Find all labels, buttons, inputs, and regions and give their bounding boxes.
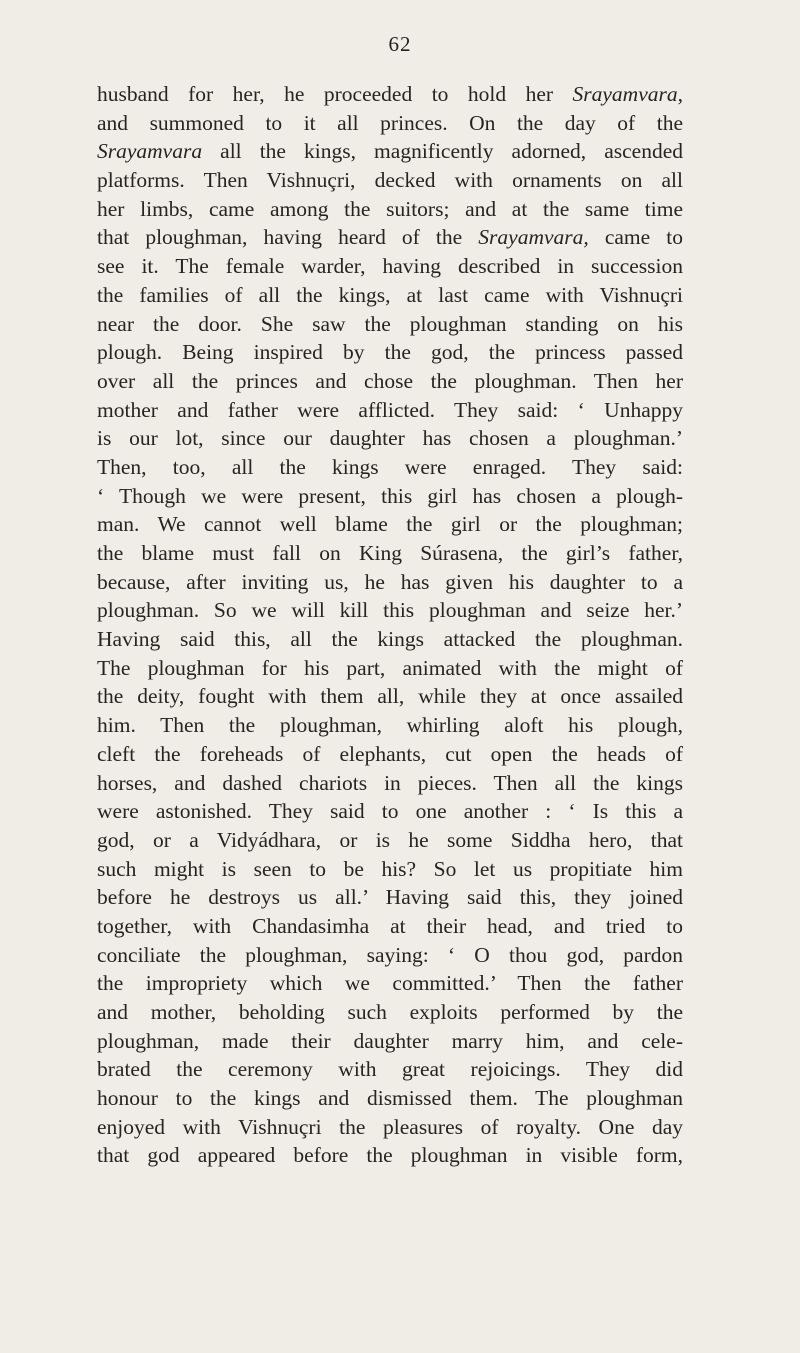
body-text [97, 80, 683, 1170]
text-line [97, 568, 683, 597]
text-line [97, 912, 683, 941]
text-segment: together, with Chandasimha at their head, and tried to [97, 913, 683, 938]
text-line [97, 596, 683, 625]
text-segment: enjoyed with Vishnuçri the pleasures of royalty. One day [97, 1114, 683, 1139]
text-segment: came to [588, 225, 684, 250]
text-line [97, 1084, 683, 1113]
text-segment: brated the ceremony with great rejoicings. They did [97, 1057, 683, 1082]
italic-term: Srayamvara [97, 139, 203, 164]
text-segment: see it. The female warder, having described in succession [97, 254, 683, 279]
text-segment: is our lot, since our daughter has chosen a ploughman.’ [97, 426, 683, 451]
text-line [97, 482, 683, 511]
page-number: 62 [388, 32, 412, 56]
text-line [97, 1141, 683, 1170]
text-segment: that god appeared before the ploughman in visible form, [97, 1143, 683, 1168]
text-line [97, 769, 683, 798]
text-segment: the deity, fought with them all, while they at once assailed [97, 684, 683, 709]
text-line [97, 998, 683, 1027]
text-line [97, 855, 683, 884]
text-segment: god, or a Vidyádhara, or is he some Siddha hero, that [97, 827, 683, 852]
text-line [97, 941, 683, 970]
text-segment: husband for her, he proceeded to hold her [97, 82, 573, 106]
text-segment: ploughman, made their daughter marry him, and cele- [97, 1028, 683, 1053]
text-line [97, 969, 683, 998]
text-segment: because, after inviting us, he has given his daughter to a [97, 569, 683, 594]
text-segment: the blame must fall on King Súrasena, the girl’s father, [97, 541, 683, 565]
text-line [97, 1055, 683, 1084]
text-line [97, 310, 683, 339]
text-segment: platforms. Then Vishnuçri, decked with ornaments on all [97, 168, 683, 193]
text-line [97, 1113, 683, 1142]
text-segment: Having said this, all the kings attacked the ploughman. [97, 627, 683, 652]
text-line [97, 396, 683, 425]
text-line [97, 510, 683, 539]
text-segment: man. We cannot well blame the girl or the ploughman; [97, 512, 683, 537]
text-segment: him. Then the ploughman, whirling aloft his plough, [97, 713, 683, 738]
text-segment: near the door. She saw the ploughman standing on his [97, 311, 683, 336]
text-line [97, 883, 683, 912]
italic-term: Srayamvara, [572, 82, 683, 106]
text-line [97, 826, 683, 855]
text-segment: conciliate the ploughman, saying: ‘ O thou god, pardon [97, 942, 683, 967]
text-line [97, 625, 683, 654]
text-segment: ploughman. So we will kill this ploughman and seize her.’ [97, 598, 683, 623]
text-segment: the families of all the kings, at last came with Vishnuçri [97, 282, 683, 307]
text-segment: and mother, beholding such exploits performed by the [97, 1000, 683, 1024]
text-segment: over all the princes and chose the ploughman. Then her [97, 368, 683, 393]
text-line [97, 711, 683, 740]
text-segment: her limbs, came among the suitors; and at the same time [97, 196, 683, 221]
text-line [97, 654, 683, 683]
text-segment: ‘ Though we were present, this girl has chosen a plough- [97, 483, 683, 508]
text-line [97, 682, 683, 711]
text-line [97, 797, 683, 826]
text-segment: before he destroys us all.’ Having said this, they joined [97, 885, 683, 910]
text-segment: horses, and dashed chariots in pieces. Then all the kings [97, 770, 683, 795]
text-line [97, 252, 683, 281]
text-line [97, 338, 683, 367]
text-segment: all the kings, magnificently adorned, ascended [202, 139, 683, 164]
text-segment: plough. Being inspired by the god, the princess passed [97, 340, 683, 365]
text-segment: cleft the foreheads of elephants, cut open the heads of [97, 741, 683, 766]
text-line [97, 1027, 683, 1056]
text-segment: that ploughman, having heard of the [97, 225, 479, 250]
text-line [97, 109, 683, 138]
text-line [97, 166, 683, 195]
text-line [97, 137, 683, 166]
text-segment: mother and father were afflicted. They said: ‘ Unhappy [97, 397, 683, 422]
text-line [97, 80, 683, 109]
text-line [97, 539, 683, 568]
text-line [97, 367, 683, 396]
text-line [97, 424, 683, 453]
text-segment: Then, too, all the kings were enraged. They said: [97, 454, 683, 479]
text-line [97, 740, 683, 769]
text-segment: and summoned to it all princes. On the day of the [97, 110, 683, 135]
text-line [97, 223, 683, 252]
text-line [97, 453, 683, 482]
text-line [97, 281, 683, 310]
text-segment: were astonished. They said to one another : ‘ Is this a [97, 799, 683, 824]
italic-term: Srayamvara, [478, 225, 589, 250]
text-segment: The ploughman for his part, animated with the might of [97, 655, 683, 680]
text-line [97, 195, 683, 224]
text-segment: such might is seen to be his? So let us propitiate him [97, 856, 683, 881]
text-segment: honour to the kings and dismissed them. The ploughman [97, 1086, 683, 1111]
text-segment: the impropriety which we committed.’ Then the father [97, 971, 683, 996]
